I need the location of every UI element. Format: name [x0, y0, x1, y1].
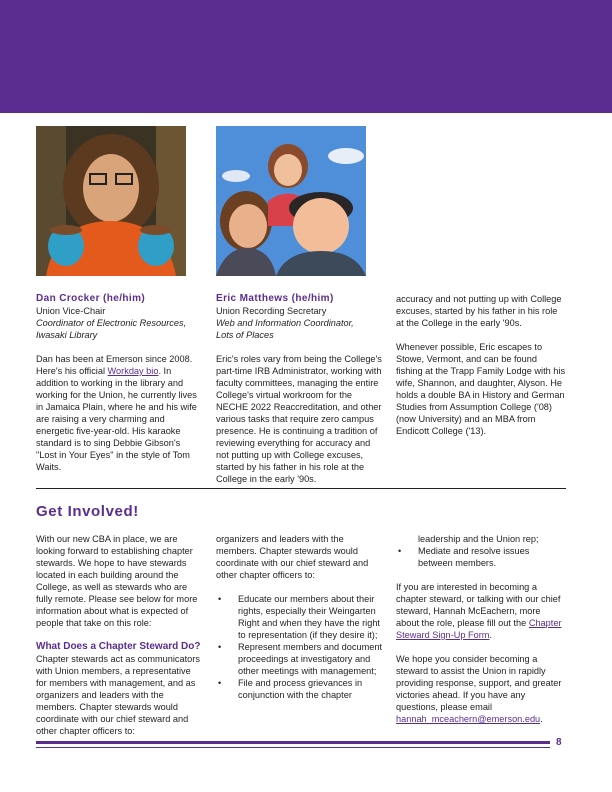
- interest-text: If you are interested in becoming a chapter steward, or talking with our chief steward, Hannah McEachern, more about the role, please fill out the Chapter Steward Sign-Up Form.: [396, 582, 562, 640]
- dan-name: Dan Crocker (he/him): [36, 293, 146, 304]
- eric-bio-p2: Whenever possible, Eric escapes to Stowe, Vermont, and can be found fishing at the Trapp Family Lodge with his wife, Shannon, and daughter, Alyson. He holds a double BA in History and German Studies from Assumption College ('08) (now University) and an MBA from Endicott College ('13).: [396, 342, 566, 436]
- list-item: • File and process grievances in conjunction with the chapter: [216, 677, 386, 701]
- list-item: • Educate our members about their rights, especially their Weingarten Right and when they have the right to representation (if they desire it);: [216, 593, 386, 641]
- eric-bio-p1-cont: accuracy and not putting up with College excuses, started by his father in his role at the College in the early '90s.: [396, 294, 562, 328]
- get-involved-col-3: [396, 533, 566, 725]
- dan-dept: Iwasaki Library: [36, 330, 98, 340]
- get-involved-heading: Get Involved!: [36, 503, 139, 520]
- eric-profile: [216, 293, 384, 484]
- duties-list: [216, 593, 386, 701]
- duty-cont: leadership and the Union rep;: [418, 534, 539, 544]
- eric-dept: Lots of Places: [216, 330, 274, 340]
- hope-text: We hope you consider becoming a steward to assist the Union in rapidly providing response, support, and greater victories ahead. If you have any questions, please email hannah_mceachern@emerson.edu.: [396, 654, 562, 724]
- footer-rule: [36, 741, 550, 744]
- eric-name: Eric Matthews (he/him): [216, 293, 334, 304]
- eric-matthews-photo: [216, 126, 366, 276]
- dan-profile: [36, 293, 202, 473]
- eric-role: Union Recording Secretary: [216, 306, 327, 316]
- footer-rule-thin: [36, 747, 550, 748]
- steward-signup-link[interactable]: Chapter Steward Sign-Up Form: [396, 618, 562, 640]
- get-involved-intro: With our new CBA in place, we are looking forward to establishing chapter stewards. We hope to have stewards located in each building around the College, as well as stewards who are fully remote. Please see below for more information about what is expected of people that take on this role:: [36, 534, 198, 628]
- get-involved-col-2: [216, 533, 386, 701]
- header-banner: [0, 0, 612, 113]
- eric-title: Web and Information Coordinator,: [216, 318, 354, 328]
- get-involved-col-1: [36, 533, 202, 736]
- list-item: • Mediate and resolve issues between members.: [396, 545, 566, 569]
- dan-crocker-photo: [36, 126, 186, 276]
- dan-title: Coordinator of Electronic Resources,: [36, 318, 187, 328]
- section-divider: [36, 488, 566, 489]
- page-number: 8: [556, 737, 562, 748]
- dan-role: Union Vice-Chair: [36, 306, 106, 316]
- duties-list-cont: [396, 545, 566, 569]
- list-item: • Represent members and document proceedings at investigatory and other meetings with management;: [216, 641, 386, 677]
- steward-text-cont: organizers and leaders with the members. Chapter stewards would coordinate with our chief steward and other chapter officers to:: [216, 534, 369, 580]
- eric-profile-continued: [396, 293, 566, 437]
- steward-subhead: What Does a Chapter Steward Do?: [36, 641, 201, 652]
- eric-bio-p1: Eric's roles vary from being the College's part-time IRB Administrator, working with faculty committees, managing the entire College's virtual workroom for the NECHE 2022 Reaccreditation, and other various tasks that require zero campus presence. He is continuing a tradition of reviewing everything for accuracy and not putting up with College excuses, started by his father in his role at the College in the early '90s.: [216, 354, 382, 484]
- steward-text: Chapter stewards act as communicators with Union members, a representative for members with management, and as organizers and leaders with the members. Chapter stewards would coordinate with our chief steward and other chapter officers to:: [36, 654, 200, 736]
- email-link[interactable]: hannah_mceachern@emerson.edu: [396, 714, 541, 724]
- workday-bio-link[interactable]: Workday bio: [107, 366, 159, 376]
- dan-bio: Dan has been at Emerson since 2008. Here's his official Workday bio. In addition to working in the library and working for the Union, he currently lives in Jamaica Plain, where he and his wife are raising a very charming and energetic five-year-old. His karaoke standard is to sing Debbie Gibson's "Lost in Your Eyes" in the style of Tom Waits.: [36, 354, 197, 472]
